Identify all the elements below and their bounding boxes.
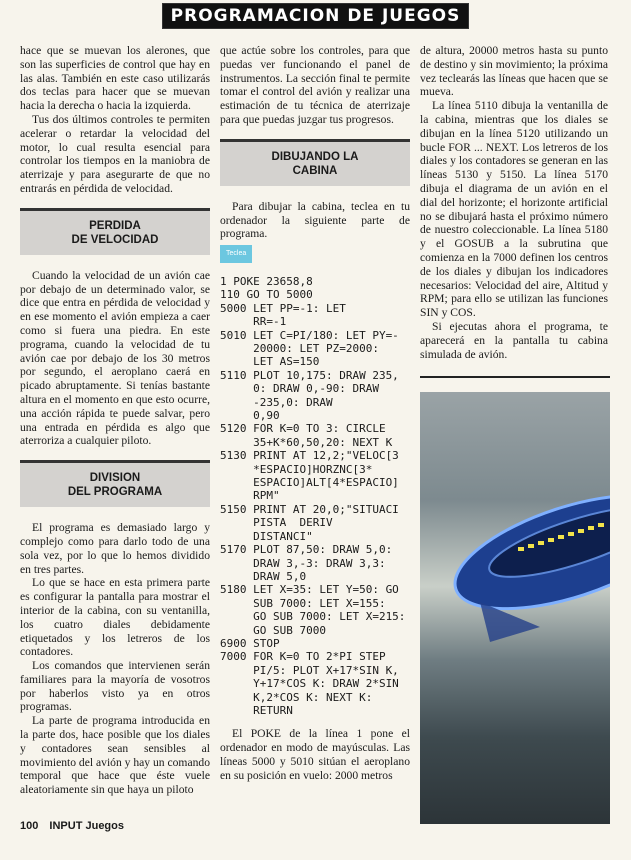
paragraph: Lo que se hace en esta primera parte es configurar la pantalla para mostrar el interior de la cabina, con su ventanilla, los cuatro diales debidamente etiquetados y los letreros de los contadores. [20,576,210,659]
paragraph: que actúe sobre los controles, para que puedas ver funcionando el panel de instrumentos. La sección final te permite tomar el control del avión y realizar una estimación de tu técnica de aterrizaje para que puedas juzgar tus progresos. [220,44,410,126]
column-left [20,44,210,797]
airplane-photo [420,392,610,824]
paragraph: El POKE de la línea 1 pone el ordenador en modo de mayúsculas. Las líneas 5000 y 5010 sitúan el aeroplano en su posición en vuelo: 2000 metros [220,727,410,782]
paragraph: La parte de programa introducida en la parte dos, hace posible que los diales y contadores sean sensibles al movimiento del avión y hay un comando temporal que hace que éste vuele aleatoriamente sin que haya un piloto [20,714,210,797]
paragraph: El programa es demasiado largo y complejo como para darlo todo de una sola vez, por lo que lo hemos dividido en tres partes. [20,521,210,576]
section-heading-cabina: DIBUJANDO LA CABINA [220,139,410,186]
paragraph: Tus dos últimos controles te permiten acelerar o retardar la velocidad del motor, lo cual resulta esencial para controlar los tiempos en la maniobra de aterrizaje y para asegurarte de que no entrarás en pérdida de velocidad. [20,112,210,195]
paragraph: hace que se muevan los alerones, que son las superficies de control que hay en las alas. También en este caso utilizarás dos teclas para hacer que se muevan hacia la derecha o hacia la izquierda. [20,44,210,113]
section-heading-perdida: PERDIDA DE VELOCIDAD [20,208,210,255]
page-header [0,6,631,26]
divider [420,376,610,378]
cockpit-illustration [420,392,610,824]
page-number: 100 [20,820,39,832]
column-right [420,44,608,361]
magazine-title: INPUT Juegos [49,820,124,832]
paragraph: Para dibujar la cabina, teclea en tu ordenador la siguiente parte de programa. [220,199,410,241]
paragraph: La línea 5110 dibuja la ventanilla de la cabina, mientras que los diales se dibujan en la línea 5120 utilizando un bucle FOR ... NEXT. Los letreros de los diales y los contadores se generan en las líneas 5130 y 5150. La línea 5170 dibuja el diagrama de un avión en el dial del horizonte; el horizonte artificial no se dibujará hasta el próximo número de nuestro coleccionable. La línea 5180 y el GOSUB a la subrutina que comienza en la 7000 definen los centros de los diales y dibujan los indicadores necesarios: Velocidad del aire, Altitud y RPM; para ello se utilizan las funciones SIN y COS. [420,99,608,320]
header-title: PROGRAMACION DE JUEGOS [162,3,470,29]
paragraph: Cuando la velocidad de un avión cae por debajo de un determinado valor, se dice que entra en pérdida de velocidad y en ese momento el avión empieza a caer como si fuera una piedra. En este programa, cuando la velocidad de tu avión cae por debajo de los 30 metros por segundo, el aeroplano caerá en picado abruptamente. Si tenías bastante altura en el momento en que esto ocurre, una acción rápida te puede salvar, pero una entrada en pérdida es algo que aterroriza a cualquier piloto. [20,268,210,448]
section-heading-division: DIVISION DEL PROGRAMA [20,460,210,507]
paragraph: de altura, 20000 metros hasta su punto de destino y sin movimiento; la próxima vez teclearás las líneas que hacen que se mueva. [420,44,608,99]
column-middle [220,44,410,783]
teclea-tag: Teclea [220,245,252,263]
paragraph: Si ejecutas ahora el programa, te aparecerá en la pantalla tu cabina simulada de avión. [420,319,608,361]
page-footer [20,820,124,832]
code-listing: 1 POKE 23658,8 110 GO TO 5000 5000 LET PP=-1: LET RR=-1 5010 LET C=PI/180: LET PY=- 20000: LET PZ=2000: LET AS=150 5110 PLOT 10,175: DRAW 235, 0: DRAW 0,-90: DRAW -235,0: DRAW 0,90 5120 FOR K=0 TO 3: CIRCLE 35+K*60,50,20: NEXT K 5130 PRINT AT 12,2;"VELOC[3 *ESPACIO]HORZNC[3* ESPACIO]ALT[4*ESPACIO] RPM" 5150 PRINT AT 20,0;"SITUACI PISTA DERIV DISTANCI" 5170 PLOT 87,50: DRAW 5,0: DRAW 3,-3: DRAW 3,3: DRAW 5,0 5180 LET X=35: LET Y=50: GO SUB 7000: LET X=155: GO SUB 7000: LET X=215: GO SUB 7000 6900 STOP 7000 FOR K=0 TO 2*PI STEP PI/5: PLOT X+17*SIN K, Y+17*COS K: DRAW 2*SIN K,2*COS K: NEXT K: RETURN [220,274,406,717]
paragraph: Los comandos que intervienen serán familiares para la mayoría de vosotros por haberlos visto ya en otros programas. [20,659,210,714]
